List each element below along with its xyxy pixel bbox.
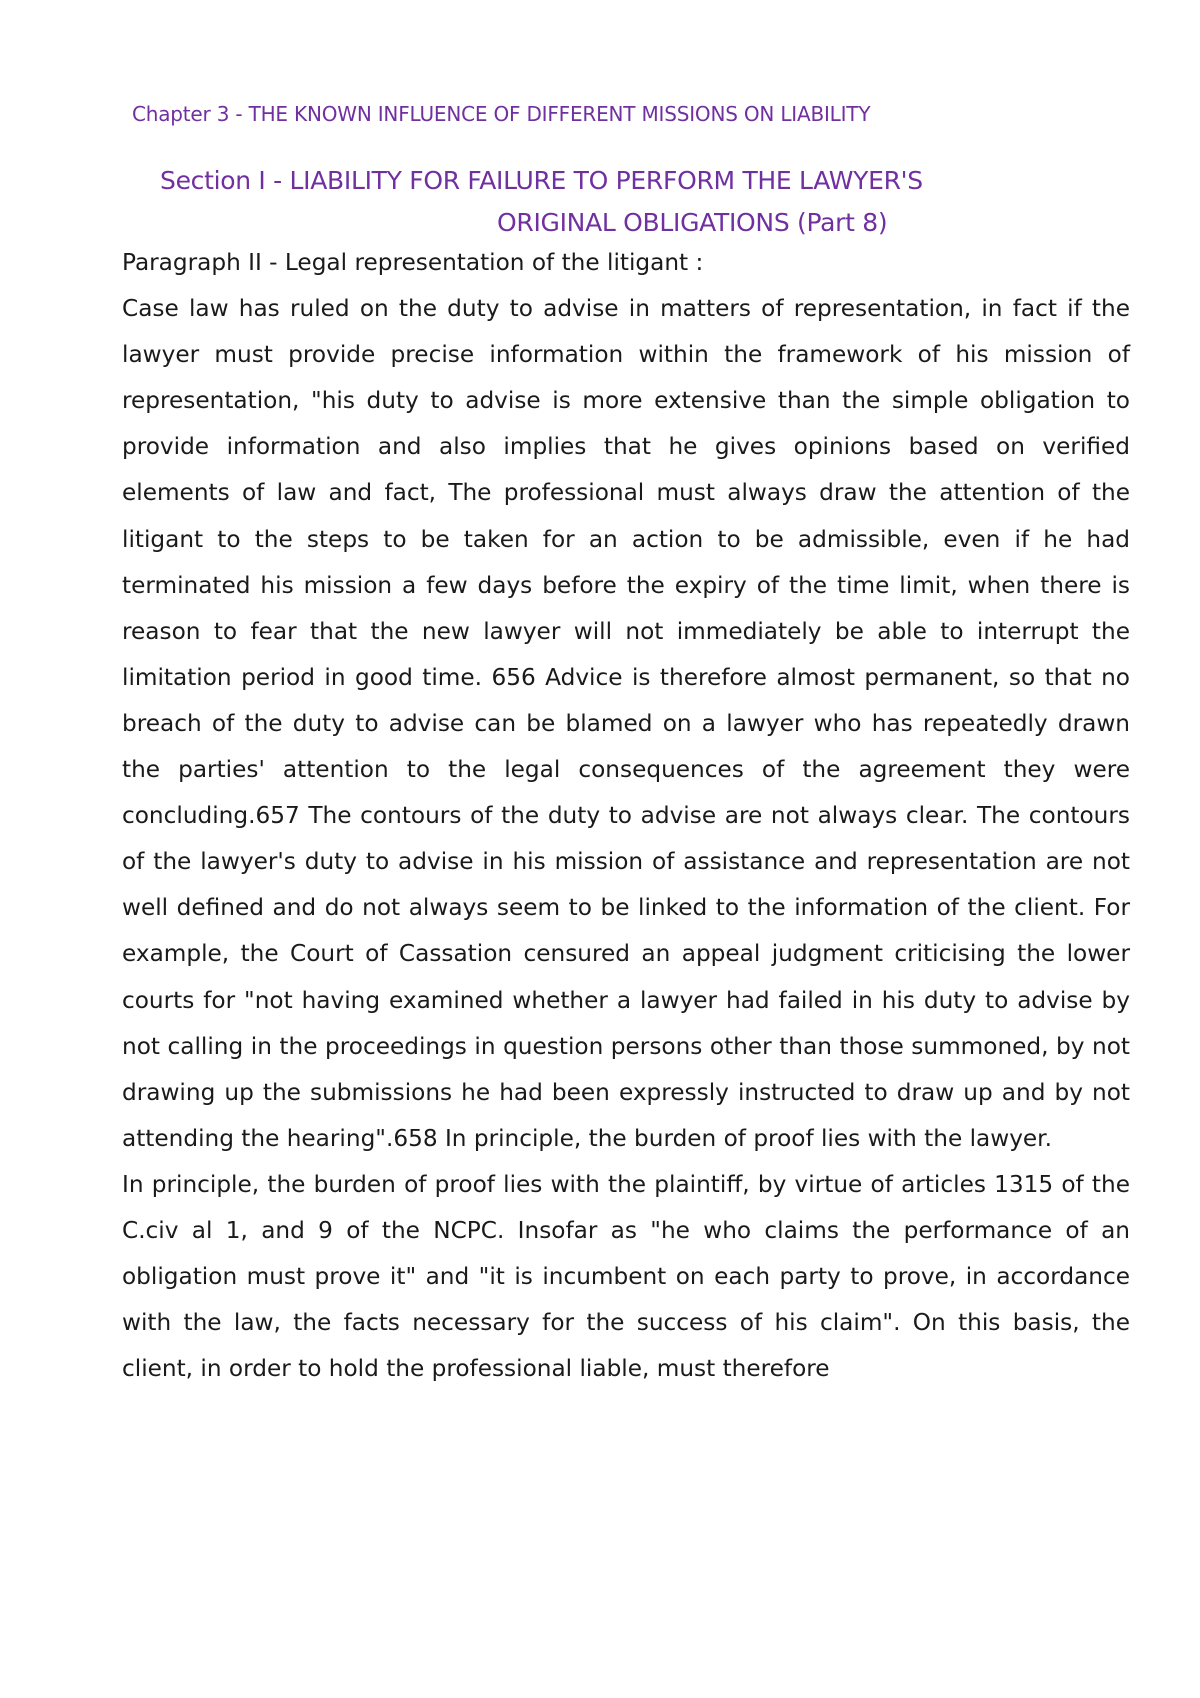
body-paragraph-1: Case law has ruled on the duty to advise in matters of representation, in fact if the lawyer must provide precise information within the framework of his mission of representation, "his duty to advise is more extensive than the simple obligation to provide information and also implies that he gives opinions based on verified elements of law and fact, The professional must always draw the attention of the litigant to the steps to be taken for an action to be admissible, even if he had terminated his mission a few days before the expiry of the time limit, when there is reason to fear that the new lawyer will not immediately be able to interrupt the limitation period in good time. 656 Advice is therefore almost permanent, so that no breach of the duty to advise can be blamed on a lawyer who has repeatedly drawn the parties' attention to the legal consequences of the agreement they were concluding.657 The contours of the duty to advise are not always clear. The contours of the lawyer's duty to advise in his mission of assistance and representation are not well defined and do not always seem to be linked to the information of the client. For example, the Court of Cassation censured an appeal judgment criticising the lower courts for "not having examined whether a lawyer had failed in his duty to advise by not calling in the proceedings in question persons other than those summoned, by not drawing up the submissions he had been expressly instructed to draw up and by not attending the hearing".658 In principle, the burden of proof lies with the lawyer. <box>122 295 1130 1152</box>
body-paragraph-2: In principle, the burden of proof lies with the plaintiff, by virtue of articles 1315 of the C.civ al 1, and 9 of the NCPC. Insofar as "he who claims the performance of an obligation must prove it" and "it is incumbent on each party to prove, in accordance with the law, the facts necessary for the success of his claim". On this basis, the client, in order to hold the professional liable, must therefore <box>122 1170 1130 1383</box>
chapter-title: Chapter 3 - THE KNOWN INFLUENCE OF DIFFERENT MISSIONS ON LIABILITY <box>132 102 871 126</box>
section-title <box>160 160 1060 244</box>
section-title-line-2: ORIGINAL OBLIGATIONS (Part 8) <box>497 208 888 237</box>
body-text <box>122 240 1130 1392</box>
paragraph-heading: Paragraph II - Legal representation of the litigant : <box>122 249 704 276</box>
section-title-line-1: Section I - LIABILITY FOR FAILURE TO PERFORM THE LAWYER'S <box>160 166 923 195</box>
